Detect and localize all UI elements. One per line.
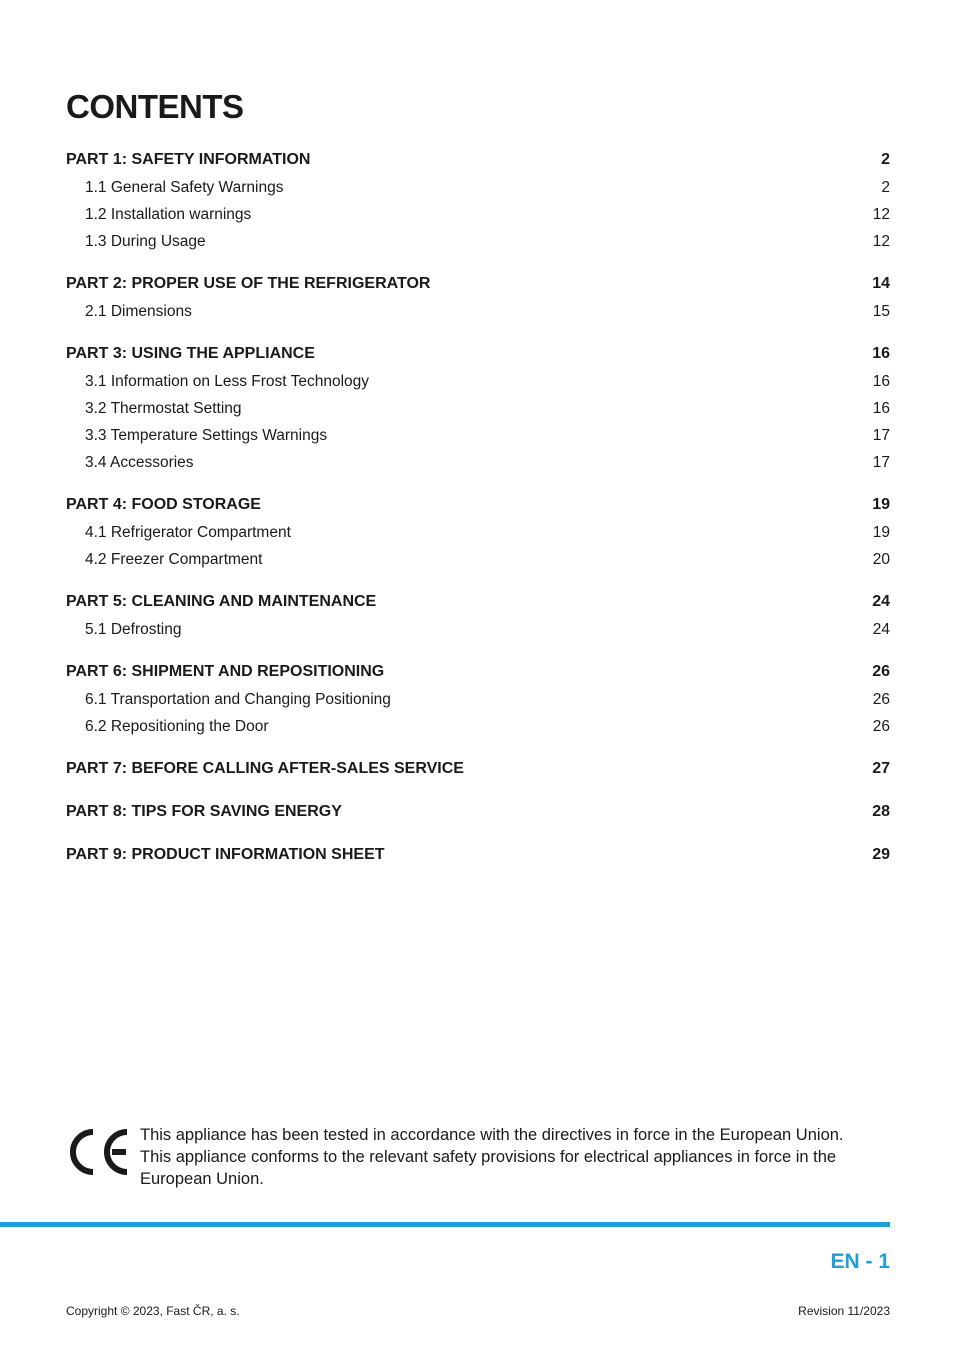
toc-part-entry-page: 26 — [872, 663, 890, 680]
dot-leader — [252, 208, 871, 219]
dot-leader — [193, 305, 872, 316]
toc-sub-entry-title: 3.3 Temperature Settings Warnings — [85, 427, 328, 444]
dot-leader — [207, 235, 872, 246]
toc-part-entry-page: 27 — [872, 760, 890, 777]
toc-sub-entry[interactable] — [66, 174, 890, 201]
toc-part-entry[interactable] — [66, 658, 890, 686]
toc-part-entry-page: 24 — [872, 593, 890, 610]
dot-leader — [284, 181, 880, 192]
toc-part-entry-title: PART 1: SAFETY INFORMATION — [66, 151, 311, 168]
table-of-contents — [66, 146, 890, 884]
toc-sub-entry[interactable] — [66, 228, 890, 255]
toc-sub-entry[interactable] — [66, 449, 890, 476]
toc-part-entry-title: PART 2: PROPER USE OF THE REFRIGERATOR — [66, 275, 431, 292]
dot-leader — [431, 275, 871, 288]
toc-sub-entry-page: 15 — [872, 303, 890, 320]
toc-sub-entry-title: 6.2 Repositioning the Door — [85, 718, 269, 735]
dot-leader — [465, 760, 871, 773]
toc-part-entry-title: PART 3: USING THE APPLIANCE — [66, 345, 315, 362]
toc-sub-entry-page: 16 — [872, 400, 890, 417]
toc-sub-entry[interactable] — [66, 546, 890, 573]
toc-sub-entry-title: 6.1 Transportation and Changing Positioning — [85, 691, 391, 708]
toc-section — [66, 491, 890, 573]
copyright-text: Copyright © 2023, Fast ČR, a. s. — [66, 1304, 240, 1318]
toc-sub-entry-page: 26 — [872, 718, 890, 735]
page-number: EN - 1 — [830, 1250, 890, 1273]
toc-sub-entry-page: 16 — [872, 373, 890, 390]
ce-notice-text — [140, 1124, 890, 1190]
toc-section — [66, 658, 890, 740]
toc-sub-entry-title: 2.1 Dimensions — [85, 303, 192, 320]
toc-sub-entry-title: 1.1 General Safety Warnings — [85, 179, 284, 196]
toc-sub-entry-title: 3.2 Thermostat Setting — [85, 400, 242, 417]
toc-section — [66, 146, 890, 255]
toc-section — [66, 340, 890, 476]
toc-part-entry[interactable] — [66, 841, 890, 869]
revision-text: Revision 11/2023 — [798, 1304, 890, 1318]
page-title: CONTENTS — [66, 88, 244, 125]
toc-sub-entry-title: 3.1 Information on Less Frost Technology — [85, 373, 370, 390]
ce-notice-line: This appliance conforms to the relevant safety provisions for electrical appliances in force in the European Union. — [140, 1148, 837, 1188]
toc-section — [66, 270, 890, 325]
ce-mark-icon — [66, 1126, 130, 1178]
toc-sub-entry-page: 19 — [872, 524, 890, 541]
toc-sub-entry[interactable] — [66, 395, 890, 422]
toc-part-entry-title: PART 6: SHIPMENT AND REPOSITIONING — [66, 663, 385, 680]
toc-sub-entry-title: 1.3 During Usage — [85, 233, 206, 250]
toc-part-entry[interactable] — [66, 798, 890, 826]
toc-sub-entry[interactable] — [66, 422, 890, 449]
dot-leader — [183, 623, 872, 634]
dot-leader — [343, 803, 871, 816]
toc-part-entry[interactable] — [66, 270, 890, 298]
toc-part-entry-page: 16 — [872, 345, 890, 362]
toc-part-entry-title: PART 4: FOOD STORAGE — [66, 496, 261, 513]
dot-leader — [195, 456, 872, 467]
toc-part-entry[interactable] — [66, 146, 890, 174]
toc-sub-entry-page: 17 — [872, 454, 890, 471]
toc-part-entry-title: PART 5: CLEANING AND MAINTENANCE — [66, 593, 377, 610]
toc-sub-entry-page: 12 — [872, 206, 890, 223]
toc-sub-entry-title: 4.2 Freezer Compartment — [85, 551, 263, 568]
toc-section — [66, 755, 890, 783]
toc-sub-entry-page: 20 — [872, 551, 890, 568]
toc-sub-entry[interactable] — [66, 368, 890, 395]
dot-leader — [263, 553, 871, 564]
toc-sub-entry[interactable] — [66, 201, 890, 228]
toc-sub-entry[interactable] — [66, 686, 890, 713]
toc-section — [66, 798, 890, 826]
toc-sub-entry-title: 5.1 Defrosting — [85, 621, 182, 638]
dot-leader — [292, 526, 872, 537]
toc-part-entry-page: 14 — [872, 275, 890, 292]
toc-part-entry-page: 29 — [872, 846, 890, 863]
toc-sub-entry-title: 4.1 Refrigerator Compartment — [85, 524, 291, 541]
dot-leader — [270, 720, 872, 731]
dot-leader — [243, 402, 872, 413]
toc-part-entry-title: PART 7: BEFORE CALLING AFTER-SALES SERVICE — [66, 760, 464, 777]
dot-leader — [262, 496, 871, 509]
toc-section — [66, 841, 890, 869]
ce-notice — [66, 1124, 890, 1190]
footer-divider — [0, 1222, 890, 1227]
toc-section — [66, 588, 890, 643]
toc-part-entry-page: 2 — [881, 151, 890, 168]
dot-leader — [386, 846, 872, 859]
ce-notice-line: This appliance has been tested in accordance with the directives in force in the European Union. — [140, 1126, 844, 1144]
toc-sub-entry-page: 12 — [872, 233, 890, 250]
toc-part-entry-page: 28 — [872, 803, 890, 820]
toc-sub-entry-page: 17 — [872, 427, 890, 444]
toc-sub-entry-page: 26 — [872, 691, 890, 708]
toc-sub-entry-page: 24 — [872, 621, 890, 638]
dot-leader — [377, 593, 871, 606]
dot-leader — [316, 345, 871, 358]
dot-leader — [392, 693, 872, 704]
dot-leader — [385, 663, 871, 676]
toc-sub-entry[interactable] — [66, 713, 890, 740]
toc-sub-entry-page: 2 — [881, 179, 890, 196]
dot-leader — [370, 375, 872, 386]
toc-part-entry[interactable] — [66, 755, 890, 783]
toc-part-entry-page: 19 — [872, 496, 890, 513]
toc-part-entry[interactable] — [66, 340, 890, 368]
toc-part-entry[interactable] — [66, 588, 890, 616]
toc-part-entry-title: PART 8: TIPS FOR SAVING ENERGY — [66, 803, 342, 820]
toc-sub-entry[interactable] — [66, 616, 890, 643]
toc-sub-entry[interactable] — [66, 519, 890, 546]
dot-leader — [311, 151, 880, 164]
toc-sub-entry-title: 1.2 Installation warnings — [85, 206, 252, 223]
toc-part-entry[interactable] — [66, 491, 890, 519]
toc-part-entry-title: PART 9: PRODUCT INFORMATION SHEET — [66, 846, 385, 863]
dot-leader — [328, 429, 872, 440]
toc-sub-entry-title: 3.4 Accessories — [85, 454, 194, 471]
toc-sub-entry[interactable] — [66, 298, 890, 325]
